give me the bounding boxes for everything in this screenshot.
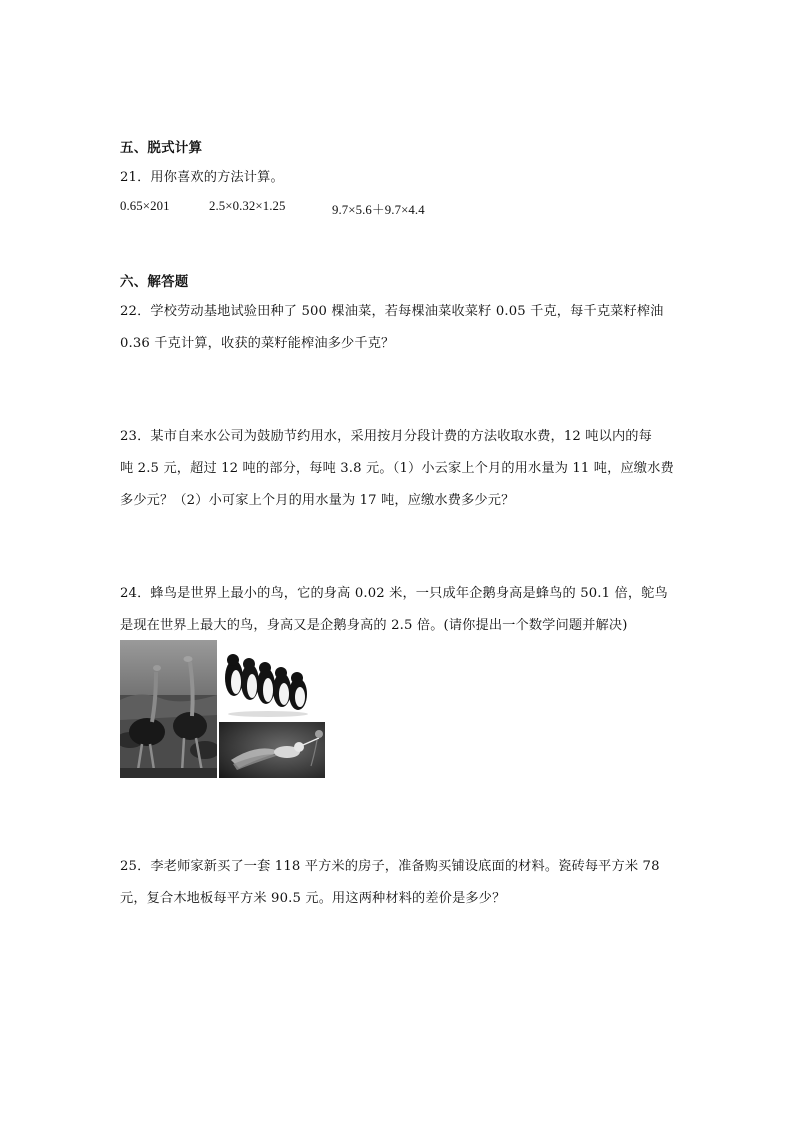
question-24-line-1: 24．蜂鸟是世界上最小的鸟，它的身高 0.02 米，一只成年企鹅身高是蜂鸟的 50.1 倍，鸵鸟 (120, 586, 668, 601)
hummingbird-photo (219, 722, 325, 778)
question-25-line-1: 25．李老师家新买了一套 118 平方米的房子，准备购买铺设底面的材料。瓷砖每平方米 78 (120, 859, 660, 874)
question-23-line-1: 23．某市自来水公司为鼓励节约用水，采用按月分段计费的方法收取水费，12 吨以内的每 (120, 429, 652, 444)
question-21-expression-1: 0.65×201 (120, 199, 170, 213)
question-21-expression-2: 2.5×0.32×1.25 (209, 199, 286, 213)
section-title-word-problems: 六、解答题 (120, 274, 189, 290)
penguins-photo (220, 640, 315, 720)
ostrich-illustration (120, 640, 217, 778)
question-21-prompt: 21．用你喜欢的方法计算。 (120, 170, 284, 185)
penguins-illustration (220, 640, 315, 720)
bird-photos (120, 640, 325, 778)
section-title-calculation: 五、脱式计算 (120, 140, 203, 156)
question-23-line-3: 多少元？（2）小可家上个月的用水量为 17 吨，应缴水费多少元？ (120, 493, 515, 508)
question-21-expression-3: 9.7×5.6＋9.7×4.4 (332, 203, 425, 217)
hummingbird-illustration (219, 722, 325, 778)
ostrich-photo (120, 640, 217, 778)
question-22-line-2: 0.36 千克计算，收获的菜籽能榨油多少千克？ (120, 336, 395, 351)
question-24-line-2: 是现在世界上最大的鸟，身高又是企鹅身高的 2.5 倍。(请你提出一个数学问题并解决) (120, 618, 628, 633)
question-23-line-2: 吨 2.5 元，超过 12 吨的部分，每吨 3.8 元。（1）小云家上个月的用水量为 11 吨，应缴水费 (120, 461, 674, 476)
question-22-line-1: 22．学校劳动基地试验田种了 500 棵油菜，若每棵油菜收菜籽 0.05 千克，每千克菜籽榨油 (120, 304, 664, 319)
question-25-line-2: 元，复合木地板每平方米 90.5 元。用这两种材料的差价是多少？ (120, 891, 506, 906)
